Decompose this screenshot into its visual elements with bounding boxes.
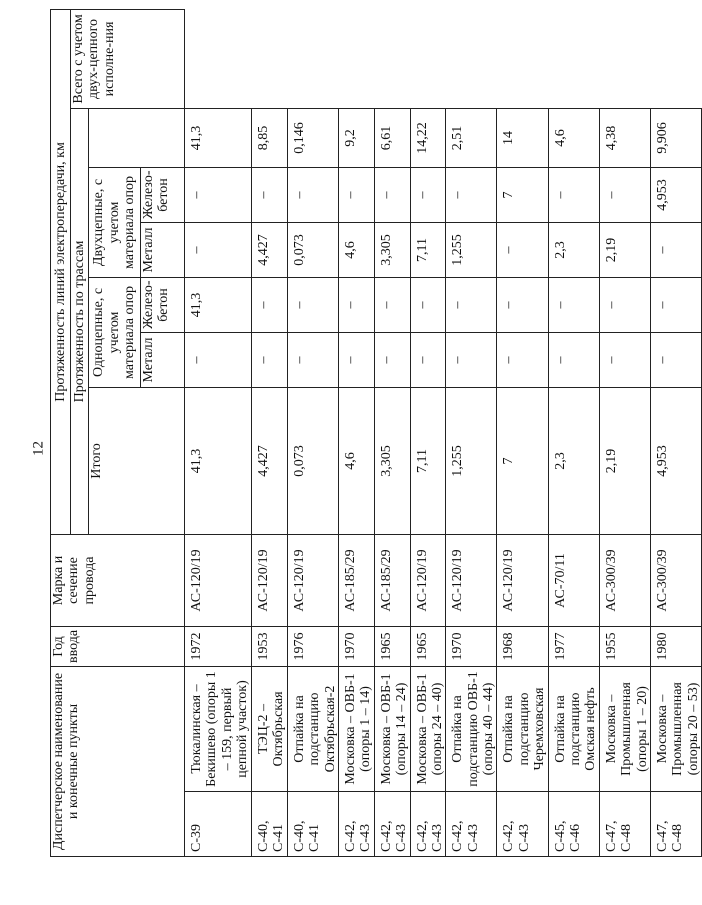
row-double-metal: –	[497, 222, 548, 277]
row-name: Отпайка на подстанцию ОВБ-1 (опоры 40 – 44)	[446, 666, 497, 791]
header-double-metal: Металл	[141, 222, 185, 277]
row-all: 14	[497, 108, 548, 167]
row-name: Отпайка на подстанцию Черемховская	[497, 666, 548, 791]
row-wire: АС-120/19	[252, 534, 288, 626]
row-double-concrete: –	[374, 167, 410, 222]
row-wire: АС-185/29	[338, 534, 374, 626]
row-single-metal: –	[338, 332, 374, 387]
row-double-concrete: –	[338, 167, 374, 222]
row-total: 1,255	[446, 387, 497, 534]
row-all: 2,51	[446, 108, 497, 167]
row-single-metal: –	[410, 332, 446, 387]
row-wire: АС-300/39	[599, 534, 650, 626]
row-total: 2,3	[548, 387, 599, 534]
row-code: С-40, С-41	[287, 792, 338, 857]
row-all: 0,146	[287, 108, 338, 167]
row-single-concrete: –	[374, 277, 410, 332]
row-single-concrete: –	[446, 277, 497, 332]
row-wire: АС-300/39	[650, 534, 701, 626]
row-year: 1970	[338, 626, 374, 666]
table-row	[185, 9, 252, 856]
row-single-concrete: –	[650, 277, 701, 332]
row-year: 1977	[548, 626, 599, 666]
table-row	[650, 9, 701, 856]
row-single-concrete: –	[287, 277, 338, 332]
row-all: 9,906	[650, 108, 701, 167]
row-all: 6,61	[374, 108, 410, 167]
row-total: 4,953	[650, 387, 701, 534]
header-single-concrete: Железо-бетон	[141, 277, 185, 332]
row-year: 1955	[599, 626, 650, 666]
table-row	[446, 9, 497, 856]
row-year: 1976	[287, 626, 338, 666]
row-total: 7,11	[410, 387, 446, 534]
row-double-metal: 7,11	[410, 222, 446, 277]
row-wire: АС-120/19	[410, 534, 446, 626]
table-row	[599, 9, 650, 856]
page-number: 12	[30, 441, 47, 456]
table-row	[548, 9, 599, 856]
row-single-concrete: –	[252, 277, 288, 332]
row-year: 1972	[185, 626, 252, 666]
row-code: С-42, С-43	[446, 792, 497, 857]
row-name: Тюкалинская – Бекишево (опоры 1 – 159, первый цепной участок)	[185, 666, 252, 791]
row-total: 4,427	[252, 387, 288, 534]
header-all: Всего с учетом двух-цепного исполне-ния	[71, 9, 185, 108]
row-all: 9,2	[338, 108, 374, 167]
row-double-metal: –	[185, 222, 252, 277]
row-single-concrete: –	[410, 277, 446, 332]
row-double-concrete: –	[548, 167, 599, 222]
row-year: 1970	[446, 626, 497, 666]
row-single-metal: –	[497, 332, 548, 387]
row-name: Московка – ОВБ-1 (опоры 14 – 24)	[374, 666, 410, 791]
row-code: С-47, С-48	[650, 792, 701, 857]
header-single: Одноцепные, с учетом материала опор	[89, 277, 141, 387]
row-code: С-39	[185, 792, 252, 857]
row-total: 0,073	[287, 387, 338, 534]
table-row	[374, 9, 410, 856]
row-code: С-42, С-43	[338, 792, 374, 857]
row-single-concrete: –	[599, 277, 650, 332]
row-double-metal: 2,3	[548, 222, 599, 277]
row-name: Отпайка на подстанцию Октябрьская-2	[287, 666, 338, 791]
row-year: 1965	[374, 626, 410, 666]
row-single-concrete: –	[338, 277, 374, 332]
row-single-metal: –	[252, 332, 288, 387]
row-single-metal: –	[185, 332, 252, 387]
row-wire: АС-120/19	[287, 534, 338, 626]
row-single-concrete: –	[548, 277, 599, 332]
row-wire: АС-120/19	[446, 534, 497, 626]
row-double-concrete: –	[410, 167, 446, 222]
header-name: Диспетчерское наименование и конечные пункты	[51, 666, 185, 856]
row-double-concrete: –	[252, 167, 288, 222]
row-wire: АС-120/19	[497, 534, 548, 626]
row-double-metal: 3,305	[374, 222, 410, 277]
row-year: 1968	[497, 626, 548, 666]
header-double: Двухцепные, с учетом материала опор	[89, 167, 141, 277]
row-name: Отпайка на подстанцию Омская нефть	[548, 666, 599, 791]
row-double-concrete: –	[599, 167, 650, 222]
row-total: 2,19	[599, 387, 650, 534]
row-all: 41,3	[185, 108, 252, 167]
header-length-group: Протяженность линий электропередачи, км	[51, 9, 71, 534]
row-name: Московка – Промышленная (опоры 1 – 20)	[599, 666, 650, 791]
row-code: С-42, С-43	[374, 792, 410, 857]
row-year: 1980	[650, 626, 701, 666]
header-row-1	[51, 9, 71, 856]
header-year: Год ввода	[51, 626, 185, 666]
table-row	[287, 9, 338, 856]
row-double-metal: 4,6	[338, 222, 374, 277]
row-name: ТЭЦ-2 – Октябрьская	[252, 666, 288, 791]
row-single-concrete: –	[497, 277, 548, 332]
row-double-metal: 0,073	[287, 222, 338, 277]
row-total: 7	[497, 387, 548, 534]
row-single-metal: –	[446, 332, 497, 387]
row-all: 14,22	[410, 108, 446, 167]
row-all: 4,6	[548, 108, 599, 167]
table-row	[410, 9, 446, 856]
row-all: 4,38	[599, 108, 650, 167]
row-double-metal: 4,427	[252, 222, 288, 277]
row-double-concrete: 4,953	[650, 167, 701, 222]
row-code: С-42, С-43	[497, 792, 548, 857]
row-code: С-42, С-43	[410, 792, 446, 857]
rotated-table-container	[50, 10, 701, 857]
row-year: 1965	[410, 626, 446, 666]
row-name: Московка – ОВБ-1 (опоры 1 – 14)	[338, 666, 374, 791]
row-double-concrete: –	[287, 167, 338, 222]
header-double-concrete: Железо-бетон	[141, 167, 185, 222]
row-code: С-45, С-46	[548, 792, 599, 857]
row-wire: АС-70/11	[548, 534, 599, 626]
row-name: Московка – Промышленная (опоры 20 – 53)	[650, 666, 701, 791]
row-year: 1953	[252, 626, 288, 666]
header-routes: Протяженность по трассам	[71, 108, 89, 534]
row-all: 8,85	[252, 108, 288, 167]
row-single-concrete: 41,3	[185, 277, 252, 332]
header-wire: Марка и сечение провода	[51, 534, 185, 626]
header-single-metal: Металл	[141, 332, 185, 387]
row-wire: АС-185/29	[374, 534, 410, 626]
row-double-concrete: 7	[497, 167, 548, 222]
table-row	[252, 9, 288, 856]
header-total: Итого	[89, 387, 185, 534]
row-double-metal: 2,19	[599, 222, 650, 277]
table-row	[338, 9, 374, 856]
row-code: С-40, С-41	[252, 792, 288, 857]
row-wire: АС-120/19	[185, 534, 252, 626]
power-lines-table	[50, 9, 702, 857]
row-double-concrete: –	[446, 167, 497, 222]
row-name: Московка – ОВБ-1 (опоры 24 – 40)	[410, 666, 446, 791]
row-single-metal: –	[548, 332, 599, 387]
row-total: 4,6	[338, 387, 374, 534]
row-single-metal: –	[599, 332, 650, 387]
row-total: 41,3	[185, 387, 252, 534]
row-double-metal: –	[650, 222, 701, 277]
row-double-concrete: –	[185, 167, 252, 222]
row-single-metal: –	[650, 332, 701, 387]
row-single-metal: –	[374, 332, 410, 387]
row-double-metal: 1,255	[446, 222, 497, 277]
table-row	[497, 9, 548, 856]
row-total: 3,305	[374, 387, 410, 534]
row-code: С-47, С-48	[599, 792, 650, 857]
row-single-metal: –	[287, 332, 338, 387]
